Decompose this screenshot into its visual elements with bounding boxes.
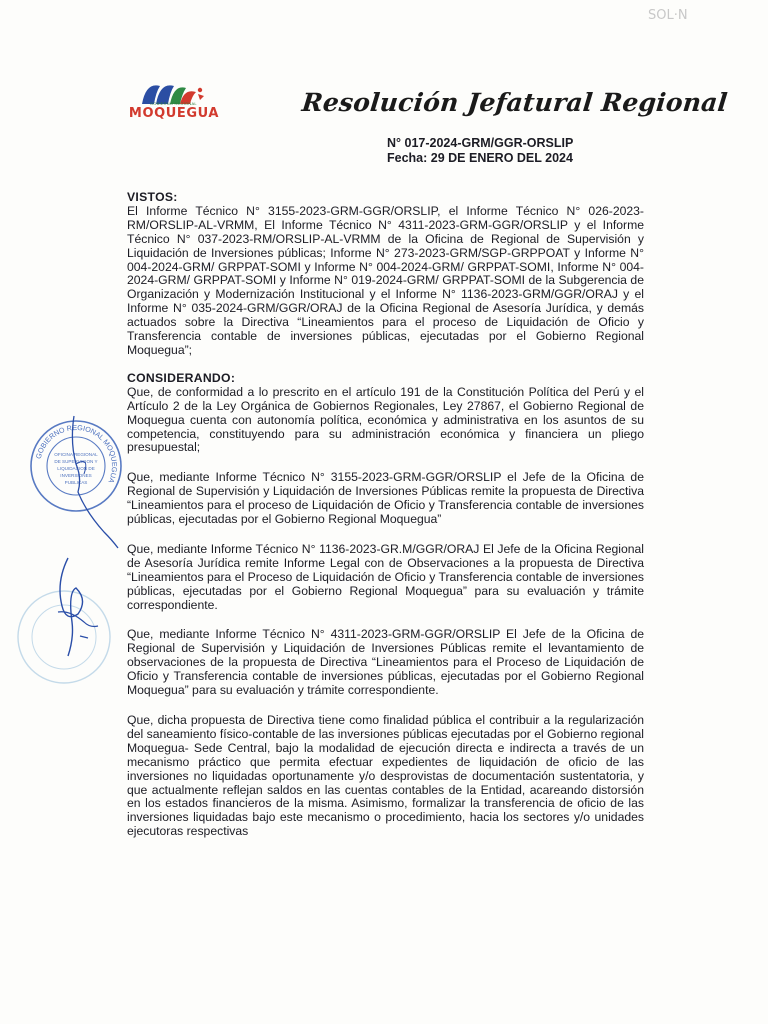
considerando-heading: CONSIDERANDO:: [127, 370, 236, 385]
vistos-paragraph: El Informe Técnico N° 3155-2023-GRM-GGR/ORSLIP, el Informe Técnico N° 026-2023-RM/ORSLIP-AL-VRMM, El Informe Técnico N° 4311-2023-GRM-GGR/ORSLIP y el Informe Técnico N° 037-2023-RM/ORSLIP-AL-VRMM de la Oficina de Regional de Supervisión y Liquidación de Inversiones públicas; Informe N° 273-2023-GRM/SGP-GRPPOAT y Informe N° 004-2024-GRM/ GRPPAT-SOMI y Informe N° 004-2024-GRM/ GRPPAT-SOMI, Informe N° 004-2024-GRM/ GRPPAT-SOMI y Informe N° 019-2024-GRM/ GRPPAT-SOMI de la Subgerencia de Organización y Modernización Institucional y el Informe N° 1136-2023-GRM/GGR/ORAJ y el Informe N° 035-2024-GRM/GGR/ORAJ de la Oficina Regional de Asesoría Jurídica, y demás actuados sobre la Directiva “Lineamientos para el proceso de Liquidación de Oficio y Transferencia contable de inversiones públicas, ejecutadas por el Gobierno Regional Moquegua”;: [127, 203, 644, 357]
stamp-inner-line: INVERSIONES: [60, 473, 92, 478]
considerando-paragraph: Que, mediante Informe Técnico N° 1136-2023-GR.M/GGR/ORAJ El Jefe de la Oficina Regional de Asesoría Jurídica remite Informe Legal con de Observaciones a la propuesta de Directiva “Lineamientos para el Proceso de Liquidación de Oficio y Transferencia contable de inversiones públicas, ejecutadas por el Gobierno Regional Moquegua” para su evaluación y trámite correspondiente.: [127, 541, 644, 612]
document-meta: [387, 136, 573, 166]
stamp-inner-line: LIQUIDACION DE: [57, 466, 95, 471]
signature-stroke-top: [60, 412, 122, 552]
stamp-inner-line: DE SUPERVISION Y: [54, 459, 98, 464]
resolution-date: Fecha: 29 DE ENERO DEL 2024: [387, 151, 573, 165]
handwritten-signature: [38, 552, 118, 662]
considerando-paragraph: Que, de conformidad a lo prescrito en el artículo 191 de la Constitución Política del Perú y el Artículo 2 de la Ley Orgánica de Gobiernos Regionales, Ley 27867, el Gobierno Regional de Moquegua cuenta con autonomía política, económica y administrativa en los asuntos de su competencia, constituyendo para su administración económica y financiera un pliego presupuestal;: [127, 384, 644, 455]
considerando-paragraph: Que, mediante Informe Técnico N° 3155-2023-GRM-GGR/ORSLIP el Jefe de la Oficina de Regional de Supervisión y Liquidación de Inversiones Públicas remite la propuesta de Directiva “Lineamientos para el proceso de Liquidación de Oficio y Transferencia contable de inversiones públicas, ejecutadas por el Gobierno Regional Moquegua”: [127, 470, 644, 527]
corner-handwritten-mark: SOL·N: [648, 8, 688, 23]
stamp-inner-line: PUBLICAS: [64, 480, 88, 485]
stamp-inner-line: OFICINA REGIONAL: [54, 452, 98, 457]
document-body: [127, 191, 644, 839]
vistos-heading: VISTOS:: [127, 190, 178, 204]
logo-subtext: GOBIERNO REGIONAL: [150, 101, 197, 106]
stamp-ring-text: GOBIERNO REGIONAL MOQUEGUA: [33, 422, 120, 485]
resolution-number: N° 017-2024-GRM/GGR-ORSLIP: [387, 136, 574, 150]
document-title: Resolución Jefatural Regional: [300, 88, 729, 117]
considerando-paragraph: Que, mediante Informe Técnico N° 4311-2023-GRM-GGR/ORSLIP El Jefe de la Oficina de Regional de Supervisión y Liquidación de Inversiones Públicas remite el levantamiento de observaciones de la propuesta de Directiva “Lineamientos para el Proceso de Liquidación de Oficio y Transferencia contable de inversiones públicas, ejecutadas por el Gobierno Regional Moquegua” para su evaluación y trámite correspondiente.: [127, 627, 644, 698]
considerando-paragraph: Que, dicha propuesta de Directiva tiene como finalidad pública el contribuir a la regularización del saneamiento físico-contable de las inversiones públicas ejecutadas por el Gobierno regional Moquegua- Sede Central, bajo la modalidad de ejecución directa e indirecta a través de un mecanismo práctico que permita efectuar expedientes de liquidación de oficio de las inversiones no liquidadas oportunamente y/o desprovistas de documentación sustentatoria, y que actualmente reflejan saldos en las cuentas contables de la Entidad, acareando distorsión en los estados financieros de la misma. Asimismo, formalizar la transferencia de oficio de las inversiones liquidadas bajo este mecanismo o procedimiento, hacia los sectores y/o unidades ejecutoras respectivas: [127, 713, 644, 839]
logo-text: MOQUEGUA: [128, 106, 220, 121]
